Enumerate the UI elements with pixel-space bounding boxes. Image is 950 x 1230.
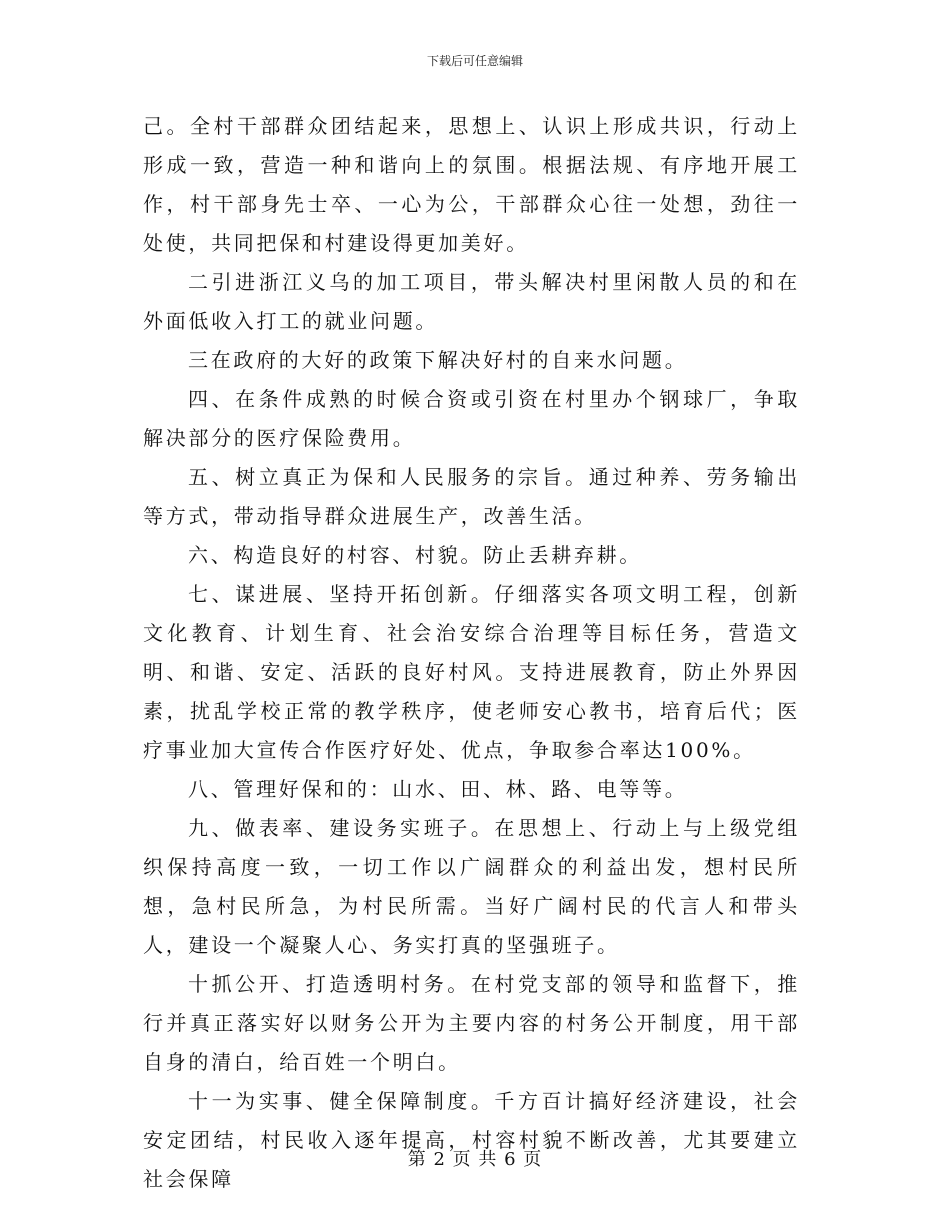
paragraph-item-7: 七、谋进展、坚持开拓创新。仔细落实各项文明工程，创新文化教育、计划生育、社会治安综合治理等目标任务，营造文明、和谐、安定、活跃的良好村风。支持进展教育，防止外界因素，扰乱学校正常的教学秩序，使老师安心教书，培育后代；医疗事业加大宣传合作医疗好处、优点，争取参合率达100%。 [143,582,800,762]
page-number-footer: 第 2 页 共 6 页 [407,1149,543,1170]
paragraph-item-9: 九、做表率、建设务实班子。在思想上、行动上与上级党组织保持高度一致，一切工作以广阔群众的利益出发，想村民所想，急村民所急，为村民所需。当好广阔村民的代言人和带头人，建设一个凝聚人心、务实打真的坚强班子。 [143,816,800,957]
paragraph-item-5: 五、树立真正为保和人民服务的宗旨。通过种养、劳务输出等方式，带动指导群众进展生产，改善生活。 [143,465,800,528]
paragraph-item-3: 三在政府的大好的政策下解决好村的自来水问题。 [188,348,688,372]
paragraph-item-4: 四、在条件成熟的时候合资或引资在村里办个钢球厂，争取解决部分的医疗保险费用。 [143,387,800,450]
paragraph-item-2: 二引进浙江义乌的加工项目，带头解决村里闲散人员的和在外面低收入打工的就业问题。 [143,270,800,333]
document-body [143,107,800,1199]
paragraph-item-11: 十一为实事、健全保障制度。千方百计搞好经济建设，社会安定团结，村民收入逐年提高，村容村貌不断改善，尤其要建立社会保障 [143,1089,800,1191]
paragraph-item-10: 十抓公开、打造透明村务。在村党支部的领导和监督下，推行并真正落实好以财务公开为主要内容的村务公开制度，用干部自身的清白，给百姓一个明白。 [143,972,800,1074]
paragraph-continuation: 己。全村干部群众团结起来，思想上、认识上形成共识，行动上形成一致，营造一种和谐向上的氛围。根据法规、有序地开展工作，村干部身先士卒、一心为公，干部群众心往一处想，劲往一处使，共同把保和村建设得更加美好。 [143,114,800,255]
paragraph-item-6: 六、构造良好的村容、村貌。防止丢耕弃耕。 [188,543,642,567]
page-header: 下载后可任意编辑 [426,54,523,68]
paragraph-item-8: 八、管理好保和的：山水、田、林、路、电等等。 [188,777,688,801]
